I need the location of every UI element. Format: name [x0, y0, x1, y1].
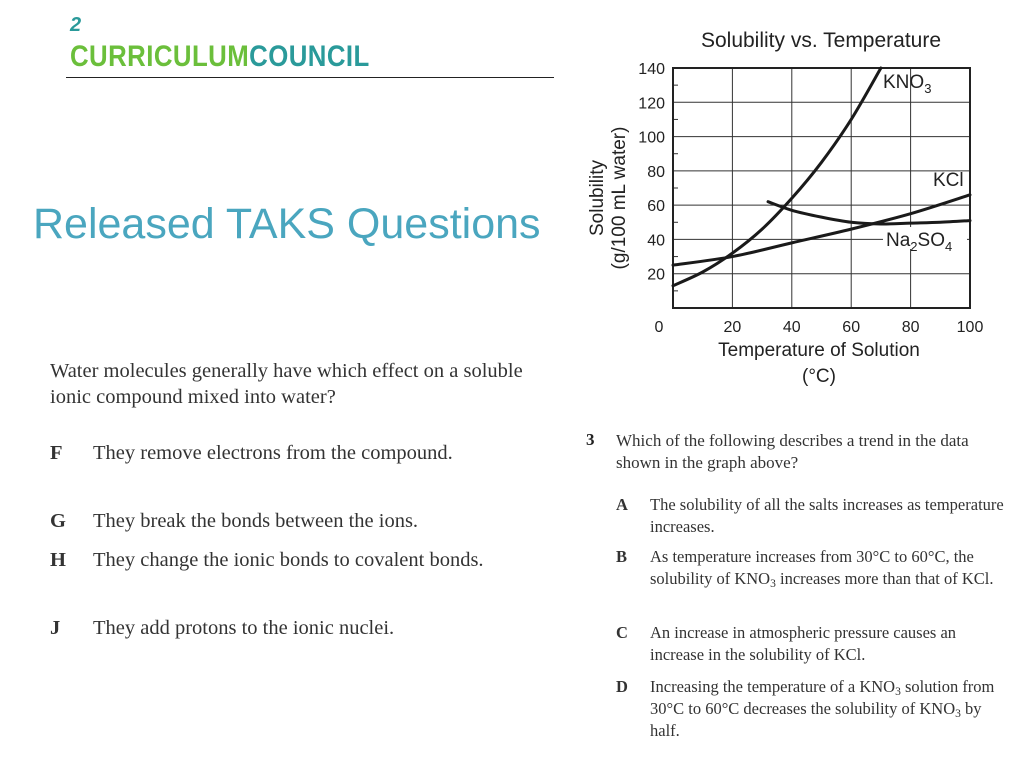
option-text: The solubility of all the salts increases as temperature increases. [650, 495, 1004, 536]
solubility-chart [570, 20, 1024, 390]
kno3-line [673, 68, 881, 286]
logo-word-curriculum: CURRICULUM [70, 40, 250, 73]
y-tick-label: 80 [647, 163, 665, 181]
option-letter: J [50, 617, 61, 639]
option-text: They add protons to the ionic nuclei. [93, 617, 395, 639]
logo-word-council: COUNCIL [249, 40, 370, 73]
option-text: They break the bonds between the ions. [93, 510, 419, 532]
question-number: 3 [586, 430, 595, 449]
y-tick-label: 100 [638, 129, 665, 147]
logo-c-icon [38, 28, 68, 88]
chart-title: Solubility vs. Temperature [700, 29, 942, 52]
option-text: They remove electrons from the compound. [93, 442, 453, 464]
x-axis-label-unit: (°C) [802, 366, 836, 387]
chart-series-labels [883, 72, 967, 254]
option-letter: F [50, 442, 63, 464]
y-axis-label-unit: (g/100 mL water) [609, 126, 630, 270]
logo-superscript: 2 [70, 14, 82, 36]
y-tick-label: 20 [647, 266, 665, 284]
option-text: Increasing the temperature of a $KNO_3$ solution from 30°C to 60°C decreases the solubility of $KNO_3$ by half. [650, 677, 995, 740]
x-tick-label: 80 [901, 319, 920, 336]
option-letter: A [616, 495, 628, 514]
chart-grid [673, 68, 970, 308]
x-tick-label: 0 [654, 319, 664, 336]
kcl-label: KCl [933, 170, 964, 191]
logo-wordmark [70, 40, 370, 74]
kno3-label: $KNO_3$ [883, 72, 932, 96]
na2so4-label: $Na_2SO_4$ [886, 230, 953, 254]
chart-series [673, 68, 970, 286]
header-divider [66, 77, 554, 78]
option-text: As temperature increases from 30°C to 60°C, the solubility of $KNO_3$ increases more than that of KCl. [650, 547, 994, 590]
x-axis-label: Temperature of Solution [718, 340, 920, 361]
y-tick-label: 140 [638, 61, 665, 78]
x-tick-label: 20 [723, 319, 742, 336]
question-right-stem: Which of the following describes a trend in the data shown in the graph above? [616, 431, 969, 472]
option-letter: D [616, 677, 628, 696]
y-axis-label: Solubility [587, 159, 608, 237]
x-tick-label: 100 [956, 319, 984, 336]
option-letter: C [616, 623, 628, 642]
option-letter: B [616, 547, 628, 566]
slide-title: Released TAKS Questions [33, 200, 541, 248]
option-text: They change the ionic bonds to covalent bonds. [93, 549, 484, 571]
x-tick-label: 60 [842, 319, 861, 336]
y-tick-label: 40 [647, 232, 665, 250]
y-tick-label: 120 [638, 95, 665, 113]
option-letter: G [50, 510, 66, 532]
question-left-stem: Water molecules generally have which effect on a soluble ionic compound mixed into water? [50, 360, 523, 408]
x-tick-label: 40 [782, 319, 801, 336]
plot-frame [673, 68, 970, 308]
option-text: An increase in atmospheric pressure causes an increase in the solubility of KCl. [650, 623, 957, 664]
option-letter: H [50, 549, 66, 571]
y-tick-label: 60 [647, 198, 665, 216]
